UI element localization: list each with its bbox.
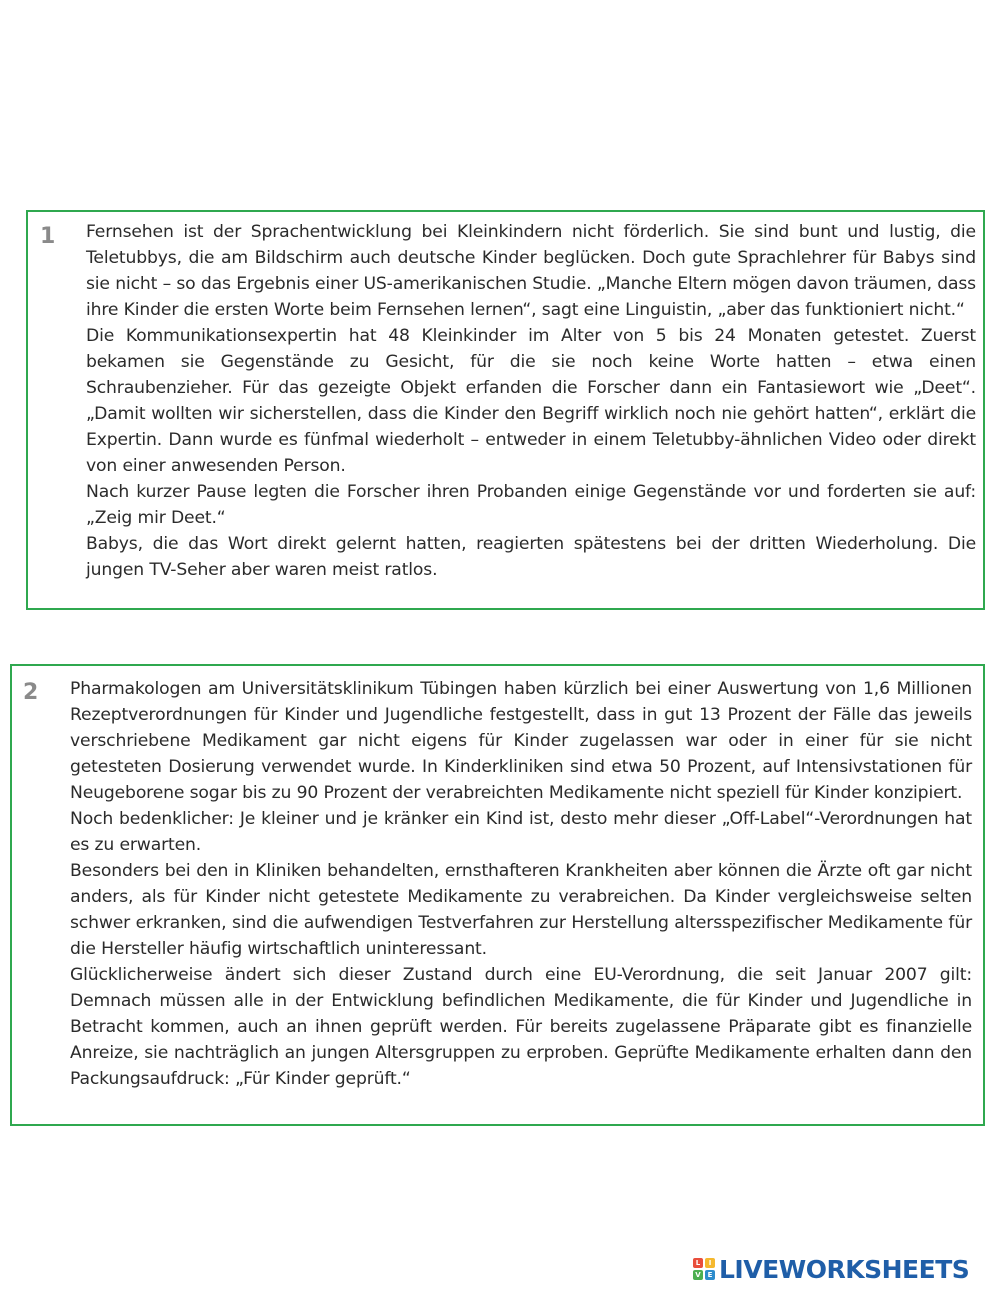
logo-mark-icon (693, 1258, 715, 1280)
paragraph: Noch bedenklicher: Je kleiner und je kränker ein Kind ist, desto mehr dieser „Off-Label“-Verordnungen hat es zu erwarten. (70, 809, 972, 855)
paragraph: Besonders bei den in Kliniken behandelten, ernsthafteren Krankheiten aber können die Ärzte oft gar nicht anders, als für Kinder nicht getestete Medikamente zu verabreichen. Da Kinder vergleichsweise selten schwer erkranken, sind die aufwendigen Testverfahren zur Herstellung altersspezifischer Medikamente für die Hersteller häufig wirtschaftlich uninteressant. (70, 861, 972, 959)
text-box-1 (26, 210, 985, 610)
logo-mark-letter: I (705, 1258, 715, 1268)
paragraph: Pharmakologen am Universitätsklinikum Tübingen haben kürzlich bei einer Auswertung von 1,6 Millionen Rezeptverordnungen für Kinder und Jugendliche festgestellt, dass in gut 13 Prozent der Fälle das jeweils verschriebene Medikament gar nicht eigens für Kinder zugelassen war oder in einer für sie nicht getesteten Dosierung verwendet wurde. In Kinderkliniken sind etwa 50 Prozent, auf Intensivstationen für Neugeborene sogar bis zu 90 Prozent der verabreichten Medikamente nicht speziell für Kinder konzipiert. (70, 679, 972, 803)
paragraph: Nach kurzer Pause legten die Forscher ihren Probanden einige Gegenstände vor und forderten sie auf: „Zeig mir Deet.“ (86, 482, 976, 528)
section-text (70, 676, 972, 1092)
logo-text: LIVEWORKSHEETS (719, 1254, 970, 1284)
paragraph: Fernsehen ist der Sprachentwicklung bei Kleinkindern nicht förderlich. Sie sind bunt und lustig, die Teletubbys, die am Bildschirm auch deutsche Kinder beglücken. Doch gute Sprachlehrer für Babys sind sie nicht – so das Ergebnis einer US-amerikanischen Studie. „Manche Eltern mögen davon träumen, dass ihre Kinder die ersten Worte beim Fernsehen lernen“, sagt eine Linguistin, „aber das funktioniert nicht.“ (86, 222, 976, 320)
section-number: 1 (40, 224, 56, 249)
logo-mark-letter: L (693, 1258, 703, 1268)
paragraph: Babys, die das Wort direkt gelernt hatten, reagierten spätestens bei der dritten Wiederholung. Die jungen TV-Seher aber waren meist ratlos. (86, 534, 976, 580)
logo-mark-letter: V (693, 1270, 703, 1280)
paragraph: Die Kommunikationsexpertin hat 48 Kleinkinder im Alter von 5 bis 24 Monaten getestet. Zuerst bekamen sie Gegenstände zu Gesicht, für die sie noch keine Worte hatten – etwa einen Schraubenzieher. Für das gezeigte Objekt erfanden die Forscher dann ein Fantasiewort wie „Deet“. „Damit wollten wir sicherstellen, dass die Kinder den Begriff wirklich noch nie gehört hatten“, erklärt die Expertin. Dann wurde es fünfmal wiederholt – entweder in einem Teletubby-ähnlichen Video oder direkt von einer anwesenden Person. (86, 326, 976, 476)
logo-mark-letter: E (705, 1270, 715, 1280)
section-text (86, 219, 976, 583)
section-number: 2 (23, 680, 39, 705)
text-box-2 (10, 664, 985, 1126)
liveworksheets-logo[interactable] (693, 1252, 969, 1286)
paragraph: Glücklicherweise ändert sich dieser Zustand durch eine EU-Verordnung, die seit Januar 2007 gilt: Demnach müssen alle in der Entwicklung befindlichen Medikamente, die für Kinder und Jugendliche in Betracht kommen, auch an ihnen geprüft werden. Für bereits zugelassene Präparate gibt es finanzielle Anreize, sie nachträglich an jungen Altersgruppen zu erproben. Geprüfte Medikamente erhalten dann den Packungsaufdruck: „Für Kinder geprüft.“ (70, 965, 972, 1089)
